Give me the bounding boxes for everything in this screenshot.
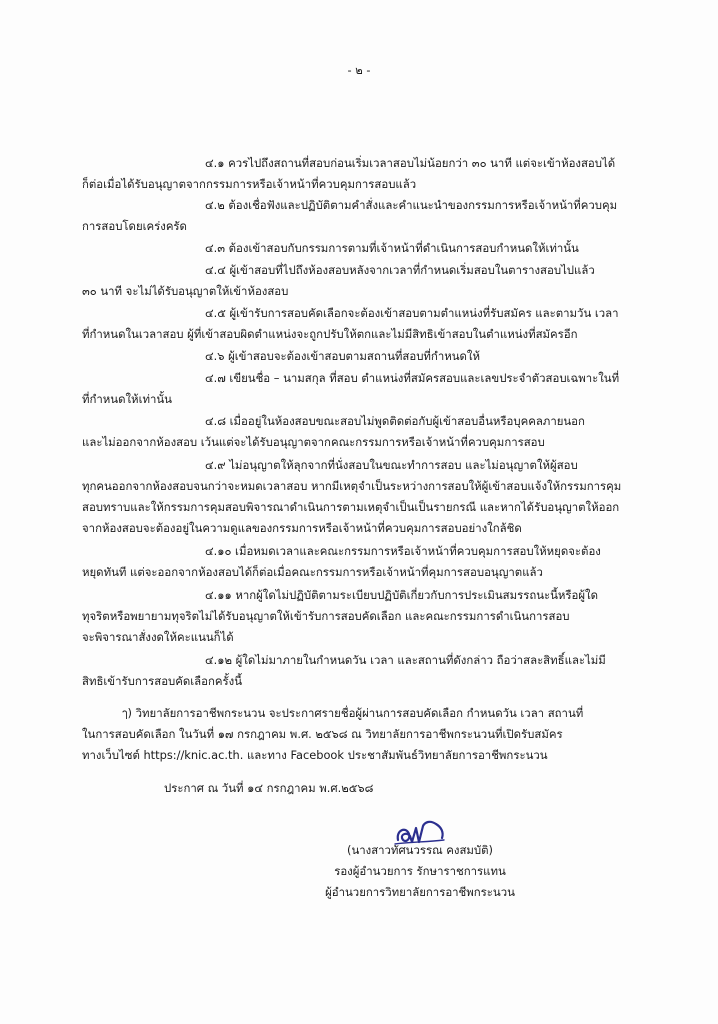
item-4-5-line-2: ที่กำหนดในเวลาสอบ ผู้ที่เข้าสอบผิดตำแหน่งจะถูกปรับให้ตกและไม่มีสิทธิเข้าสอบในตำแหน่งที่สมัครอีก bbox=[82, 327, 578, 341]
item-4-4-line-1: ๔.๔ ผู้เข้าสอบที่ไปถึงห้องสอบหลังจากเวลาที่กำหนดเริ่มสอบในตารางสอบไปแล้ว bbox=[205, 263, 595, 277]
item-4-11-line-2: ทุจริตหรือพยายามทุจริตไม่ได้รับอนุญาตให้เข้ารับการสอบคัดเลือก และคณะกรรมการดำเนินการสอบ bbox=[82, 609, 570, 623]
item-4-11-line-3: จะพิจารณาสั่งงดให้คะแนนก็ได้ bbox=[82, 630, 234, 644]
signatory-position-2: ผู้อำนวยการวิทยาลัยการอาชีพกระนวน bbox=[325, 885, 515, 899]
item-4-8-line-1: ๔.๘ เมื่ออยู่ในห้องสอบขณะสอบไม่พูดติดต่อกับผู้เข้าสอบอื่นหรือบุคคลภายนอก bbox=[205, 414, 585, 428]
item-4-12-line-1: ๔.๑๒ ผู้ใดไม่มาภายในกำหนดวัน เวลา และสถานที่ดังกล่าว ถือว่าสละสิทธิ์และไม่มี bbox=[205, 653, 606, 667]
item-4-10-line-2: หยุดทันที แต่จะออกจากห้องสอบได้ก็ต่อเมื่อคณะกรรมการหรือเจ้าหน้าที่คุมการสอบอนุญาตแล้ว bbox=[82, 565, 543, 579]
item-4-5-line-1: ๔.๕ ผู้เข้ารับการสอบคัดเลือกจะต้องเข้าสอบตามตำแหน่งที่รับสมัคร และตามวัน เวลา bbox=[205, 306, 619, 320]
item-4-1-line-2: ก็ต่อเมื่อได้รับอนุญาตจากกรรมการหรือเจ้าหน้าที่ควบคุมการสอบแล้ว bbox=[82, 177, 417, 191]
item-4-9-line-2: ทุกคนออกจากห้องสอบจนกว่าจะหมดเวลาสอบ หากมีเหตุจำเป็นระหว่างการสอบให้ผู้เข้าสอบแจ้งให้กรรมการคุม bbox=[82, 479, 622, 493]
item-4-1-line-1: ๔.๑ ควรไปถึงสถานที่สอบก่อนเริ่มเวลาสอบไม่น้อยกว่า ๓๐ นาที แต่จะเข้าห้องสอบได้ bbox=[205, 156, 616, 170]
item-4-7-line-1: ๔.๗ เขียนชื่อ – นามสกุล ที่สอบ ตำแหน่งที่สมัครสอบและเลขประจำตัวสอบเฉพาะในที่ bbox=[205, 371, 620, 385]
item-4-2-line-2: การสอบโดยเคร่งครัด bbox=[82, 219, 187, 233]
item-4-9-line-3: สอบทราบและให้กรรมการคุมสอบพิจารณาดำเนินการตามเหตุจำเป็นเป็นรายกรณี และหากได้รับอนุญาตให้ออก bbox=[82, 500, 620, 514]
page-number: - ๒ - bbox=[347, 63, 371, 77]
signatory-position-1: รองผู้อำนวยการ รักษาราชการแทน bbox=[334, 864, 506, 878]
item-4-8-line-2: และไม่ออกจากห้องสอบ เว้นแต่จะได้รับอนุญาตจากคณะกรรมการหรือเจ้าหน้าที่ควบคุมการสอบ bbox=[82, 435, 545, 449]
item-4-11-line-1: ๔.๑๑ หากผู้ใดไม่ปฏิบัติตามระเบียบปฏิบัติเกี่ยวกับการประเมินสมรรถนะนี้หรือผู้ใด bbox=[205, 588, 599, 602]
section-5-line-1: ๅ) วิทยาลัยการอาชีพกระนวน จะประกาศรายชื่อผู้ผ่านการสอบคัดเลือก กำหนดวัน เวลา สถานที่ bbox=[122, 706, 584, 720]
item-4-6-line-1: ๔.๖ ผู้เข้าสอบจะต้องเข้าสอบตามสถานที่สอบที่กำหนดให้ bbox=[205, 349, 480, 363]
section-5-line-3: ทางเว็บไซต์ https://knic.ac.th. และทาง Facebook ประชาสัมพันธ์วิทยาลัยการอาชีพกระนวน bbox=[82, 748, 548, 762]
item-4-3-line-1: ๔.๓ ต้องเข้าสอบกับกรรมการตามที่เจ้าหน้าที่ดำเนินการสอบกำหนดให้เท่านั้น bbox=[205, 241, 579, 255]
section-5-line-2: ในการสอบคัดเลือก ในวันที่ ๑๗ กรกฎาคม พ.ศ. ๒๕๖๘ ณ วิทยาลัยการอาชีพกระนวนที่เปิดรับสมัคร bbox=[82, 727, 563, 741]
announcement-date: ประกาศ ณ วันที่ ๑๔ กรกฎาคม พ.ศ.๒๕๖๘ bbox=[164, 781, 374, 795]
item-4-10-line-1: ๔.๑๐ เมื่อหมดเวลาและคณะกรรมการหรือเจ้าหน้าที่ควบคุมการสอบให้หยุดจะต้อง bbox=[205, 544, 601, 558]
item-4-7-line-2: ที่กำหนดให้เท่านั้น bbox=[82, 392, 172, 406]
item-4-12-line-2: สิทธิเข้ารับการสอบคัดเลือกครั้งนี้ bbox=[82, 674, 242, 688]
item-4-2-line-1: ๔.๒ ต้องเชื่อฟังและปฏิบัติตามคำสั่งและคำแนะนำของกรรมการหรือเจ้าหน้าที่ควบคุม bbox=[205, 198, 618, 212]
item-4-9-line-1: ๔.๙ ไม่อนุญาตให้ลุกจากที่นั่งสอบในขณะทำการสอบ และไม่อนุญาตให้ผู้สอบ bbox=[205, 458, 578, 472]
signatory-name: (นางสาวทัศนวรรณ คงสมบัติ) bbox=[347, 843, 493, 857]
item-4-4-line-2: ๓๐ นาที จะไม่ได้รับอนุญาตให้เข้าห้องสอบ bbox=[82, 284, 289, 298]
item-4-9-line-4: จากห้องสอบจะต้องอยู่ในความดูแลของกรรมการหรือเจ้าหน้าที่ควบคุมการสอบอย่างใกล้ชิด bbox=[82, 521, 522, 535]
